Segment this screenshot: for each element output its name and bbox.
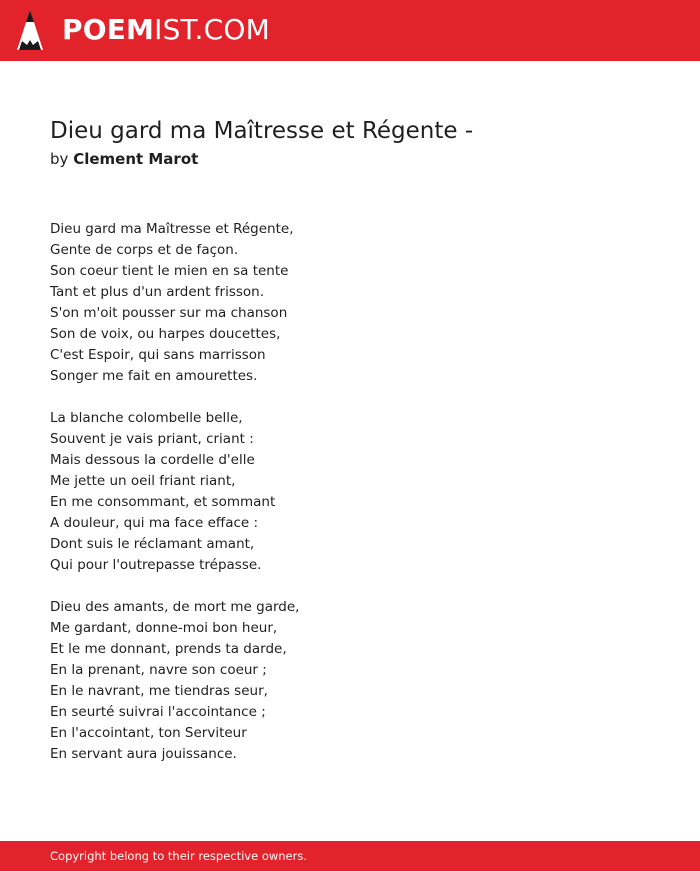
poem-body	[50, 219, 299, 786]
poem-line: En le navrant, me tiendras seur,	[50, 683, 268, 699]
stanza-1	[50, 219, 299, 387]
poem-line: En l'accointant, ton Serviteur	[50, 725, 247, 741]
logo-light-part: IST.COM	[154, 13, 270, 46]
poem-line: Dieu gard ma Maîtresse et Régente,	[50, 221, 294, 237]
poem-line: En me consommant, et sommant	[50, 494, 276, 510]
stanza-2	[50, 408, 299, 576]
poem-line: A douleur, qui ma face efface :	[50, 515, 259, 531]
poem-line: Gente de corps et de façon.	[50, 242, 239, 258]
copyright-text: Copyright belong to their respective owners.	[50, 849, 308, 863]
stanza-3	[50, 597, 299, 765]
poem-line: Son coeur tient le mien en sa tente	[50, 263, 289, 279]
site-header	[0, 0, 700, 61]
by-label: by	[50, 150, 69, 168]
logo-bold-part: POEM	[62, 13, 155, 46]
poem-line: Mais dessous la cordelle d'elle	[50, 452, 255, 468]
poem-line: Et le me donnant, prends ta darde,	[50, 641, 287, 657]
poem-line: Dieu des amants, de mort me garde,	[50, 599, 300, 615]
poem-line: Souvent je vais priant, criant :	[50, 431, 254, 447]
poem-line: En la prenant, navre son coeur ;	[50, 662, 267, 678]
poem-line: Dont suis le réclamant amant,	[50, 536, 255, 552]
poem-line: En servant aura jouissance.	[50, 746, 237, 762]
poem-line: Tant et plus d'un ardent frisson.	[50, 284, 265, 300]
poem-line: Songer me fait en amourettes.	[50, 368, 258, 384]
pencil-icon[interactable]	[16, 9, 44, 52]
byline	[50, 149, 198, 169]
poem-line: Me gardant, donne-moi bon heur,	[50, 620, 278, 636]
poem-line: La blanche colombelle belle,	[50, 410, 243, 426]
poem-line: Me jette un oeil friant riant,	[50, 473, 236, 489]
poem-line: Qui pour l'outrepasse trépasse.	[50, 557, 262, 573]
poem-line: Son de voix, ou harpes doucettes,	[50, 326, 281, 342]
site-logo[interactable]	[62, 13, 270, 47]
poem-title: Dieu gard ma Maîtresse et Régente -	[50, 118, 474, 144]
site-footer	[0, 841, 700, 871]
poem-line: En seurté suivrai l'accointance ;	[50, 704, 266, 720]
poem-line: S'on m'oit pousser sur ma chanson	[50, 305, 288, 321]
author-name: Clement Marot	[73, 150, 199, 168]
poem-line: C'est Espoir, qui sans marrisson	[50, 347, 266, 363]
